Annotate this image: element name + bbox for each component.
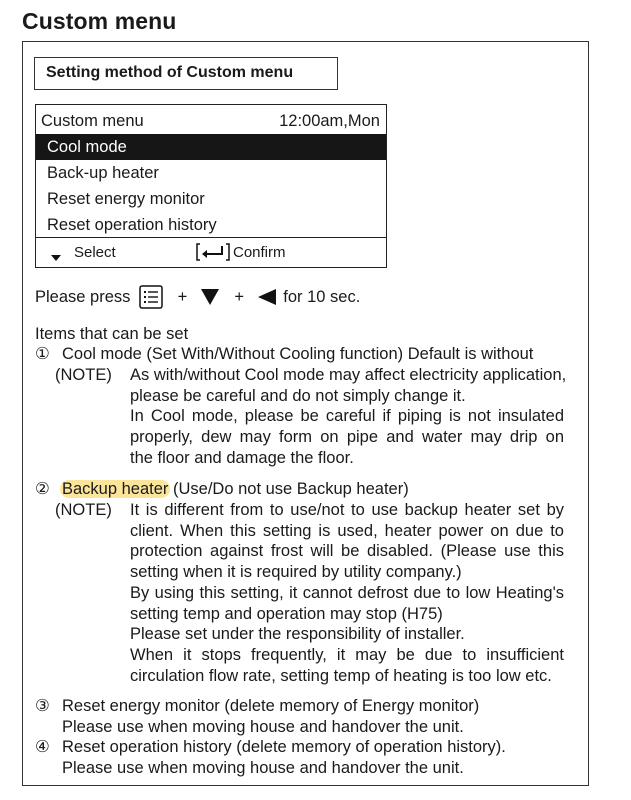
highlighted-text: Backup heater	[62, 480, 169, 498]
section-2-number: ②	[35, 480, 50, 498]
lcd-menu-item-reset-operation-history: Reset operation history	[47, 216, 217, 234]
lcd-clock: 12:00am,Mon	[279, 112, 380, 130]
note-line: client. When this setting is used, heater power on due to	[130, 521, 564, 540]
note-line: properly, dew may form on pipe and water may drip on	[130, 428, 564, 447]
note-line: protection against frost will be disabled. (Please use this	[130, 542, 564, 561]
section-2-heading-rest: (Use/Do not use Backup heater)	[168, 480, 409, 498]
plus-sign: +	[234, 287, 245, 306]
enter-icon	[196, 241, 230, 263]
press-prefix: Please press	[35, 287, 131, 306]
note-line: circulation flow rate, setting temp of heating is too low etc.	[130, 666, 552, 685]
method-box-title: Setting method of Custom menu	[34, 57, 338, 90]
section-4-heading: Reset operation history (delete memory of operation history).	[62, 738, 506, 756]
note-line: Please set under the responsibility of installer.	[130, 625, 465, 644]
lcd-screen	[35, 104, 387, 268]
note-line: setting when it is required by utility company.)	[130, 563, 462, 582]
section-3-line2: Please use when moving house and handover the unit.	[62, 718, 464, 736]
lcd-footer-select: Select	[74, 244, 116, 261]
lcd-title: Custom menu	[41, 112, 144, 130]
section-1-note	[130, 365, 567, 469]
lcd-footer-confirm: Confirm	[233, 244, 286, 261]
section-4-line2: Please use when moving house and handover the unit.	[62, 759, 464, 777]
plus-sign: +	[177, 287, 188, 306]
down-triangle-icon	[200, 288, 220, 306]
left-triangle-icon	[257, 288, 277, 306]
section-1-note-label: (NOTE)	[55, 366, 112, 384]
lcd-footer	[36, 237, 386, 268]
note-line: setting temp and operation may stop (H75)	[130, 604, 443, 623]
section-1-number: ①	[35, 345, 50, 363]
section-2-note	[130, 500, 564, 686]
down-arrow-icon	[51, 255, 61, 261]
lcd-menu-item-backup-heater: Back-up heater	[47, 164, 159, 182]
press-suffix: for 10 sec.	[283, 287, 361, 306]
items-heading: Items that can be set	[35, 325, 189, 343]
note-line: In Cool mode, please be careful if piping is not insulated	[130, 407, 564, 426]
section-1-heading: Cool mode (Set With/Without Cooling function) Default is without	[62, 345, 534, 363]
note-line: When it stops frequently, it may be due to insufficient	[130, 645, 564, 664]
press-instruction	[35, 283, 360, 310]
section-3-heading: Reset energy monitor (delete memory of Energy monitor)	[62, 697, 480, 715]
lcd-menu-item-reset-energy-monitor: Reset energy monitor	[47, 190, 205, 208]
page-title: Custom menu	[22, 8, 177, 34]
note-line: As with/without Cool mode may affect electricity application,	[130, 366, 567, 384]
note-line: please be careful and do not simply change it.	[130, 386, 466, 405]
section-2-heading	[62, 479, 409, 500]
section-3-number: ③	[35, 697, 50, 715]
lcd-menu-item-cool-mode: Cool mode	[36, 134, 386, 160]
section-2-note-label: (NOTE)	[55, 501, 112, 519]
note-line: By using this setting, it cannot defrost due to low Heating's	[130, 583, 564, 602]
menu-button-icon	[139, 285, 163, 309]
note-line: the floor and damage the floor.	[130, 448, 354, 467]
note-line: It is different from to use/not to use backup heater set by	[130, 501, 564, 519]
section-4-number: ④	[35, 738, 50, 756]
lcd-header	[41, 109, 380, 133]
